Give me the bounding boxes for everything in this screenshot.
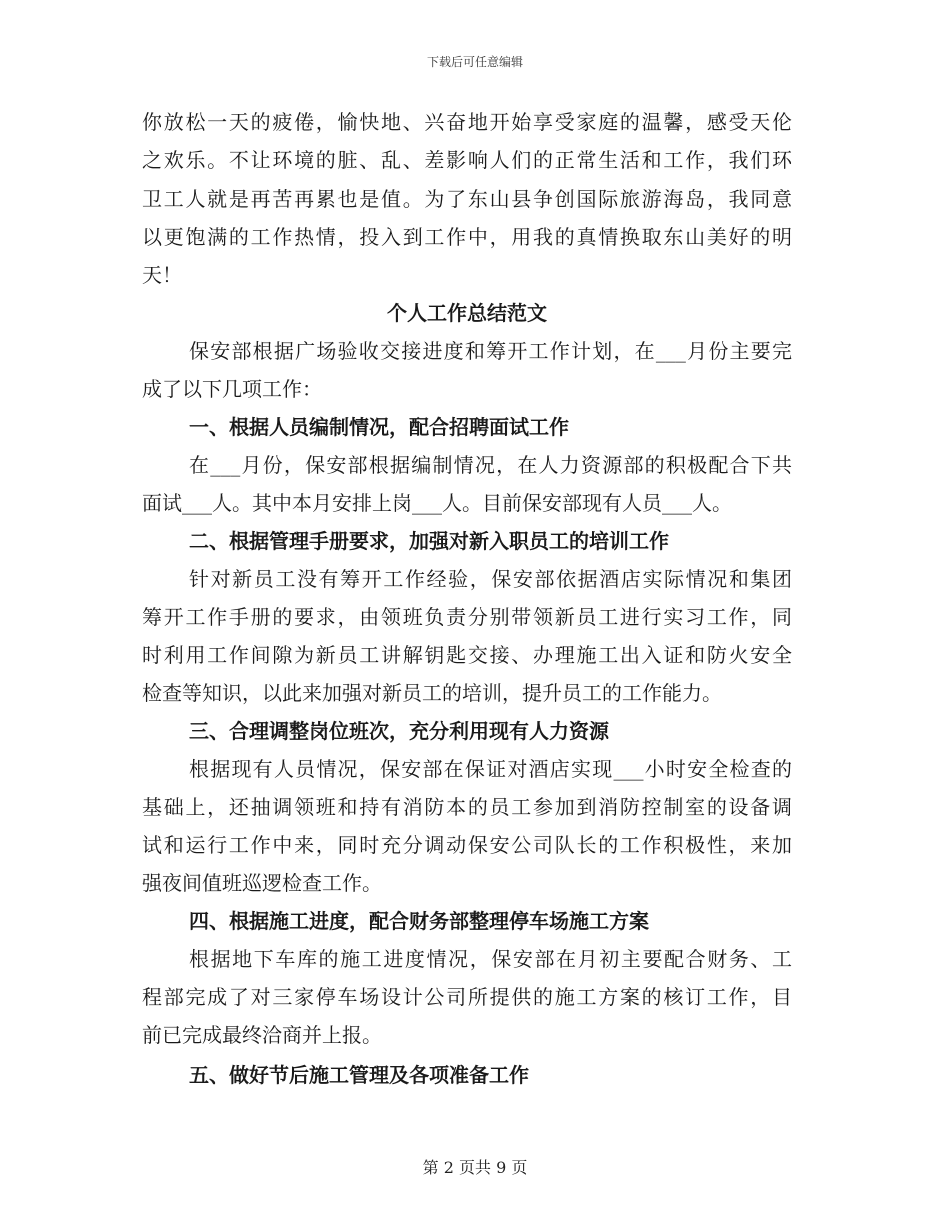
section-heading: 三、合理调整岗位班次，充分利用现有人力资源 [189, 719, 609, 743]
paragraph-line: 试和运行工作中来，同时充分调动保安公司队长的工作积极性，来加 [142, 833, 792, 857]
paragraph-line: 之欢乐。不让环境的脏、乱、差影响人们的正常生活和工作，我们环 [142, 148, 792, 172]
paragraph-line: 前已完成最终洽商并上报。 [142, 1023, 382, 1047]
section-heading: 四、根据施工进度，配合财务部整理停车场施工方案 [189, 909, 649, 933]
paragraph-line: 成了以下几项工作： [142, 377, 322, 401]
paragraph-line: 面试___人。其中本月安排上岗___人。目前保安部现有人员___人。 [142, 491, 732, 515]
paragraph-line: 基础上，还抽调领班和持有消防本的员工参加到消防控制室的设备调 [142, 795, 792, 819]
paragraph-line: 程部完成了对三家停车场设计公司所提供的施工方案的核订工作，目 [142, 985, 792, 1009]
paragraph-line: 根据地下车库的施工进度情况，保安部在月初主要配合财务、工 [189, 947, 792, 971]
paragraph-line: 筹开工作手册的要求，由领班负责分别带领新员工进行实习工作，同 [142, 605, 792, 629]
paragraph-line: 针对新员工没有筹开工作经验，保安部依据酒店实际情况和集团 [189, 567, 792, 591]
paragraph-line: 天！ [142, 263, 182, 287]
section-heading: 一、根据人员编制情况，配合招聘面试工作 [189, 415, 569, 439]
paragraph-line: 在___月份，保安部根据编制情况，在人力资源部的积极配合下共 [189, 453, 792, 477]
paragraph-line: 保安部根据广场验收交接进度和筹开工作计划，在___月份主要完 [189, 339, 792, 363]
paragraph-line: 以更饱满的工作热情，投入到工作中，用我的真情换取东山美好的明 [142, 225, 792, 249]
section-heading: 二、根据管理手册要求，加强对新入职员工的培训工作 [189, 529, 669, 553]
document-title: 个人工作总结范文 [387, 301, 547, 325]
paragraph-line: 根据现有人员情况，保安部在保证对酒店实现___小时安全检查的 [189, 757, 792, 781]
paragraph-line: 你放松一天的疲倦，愉快地、兴奋地开始享受家庭的温馨，感受天伦 [142, 110, 792, 134]
paragraph-line: 强夜间值班巡逻检查工作。 [142, 871, 382, 895]
section-heading: 五、做好节后施工管理及各项准备工作 [189, 1063, 529, 1087]
paragraph-line: 检查等知识，以此来加强对新员工的培训，提升员工的工作能力。 [142, 681, 722, 705]
page-number-footer: 第 2 页共 9 页 [422, 1158, 528, 1177]
paragraph-line: 卫工人就是再苦再累也是值。为了东山县争创国际旅游海岛，我同意 [142, 187, 792, 211]
page-header: 下载后可任意编辑 [426, 55, 523, 69]
paragraph-line: 时利用工作间隙为新员工讲解钥匙交接、办理施工出入证和防火安全 [142, 643, 792, 667]
